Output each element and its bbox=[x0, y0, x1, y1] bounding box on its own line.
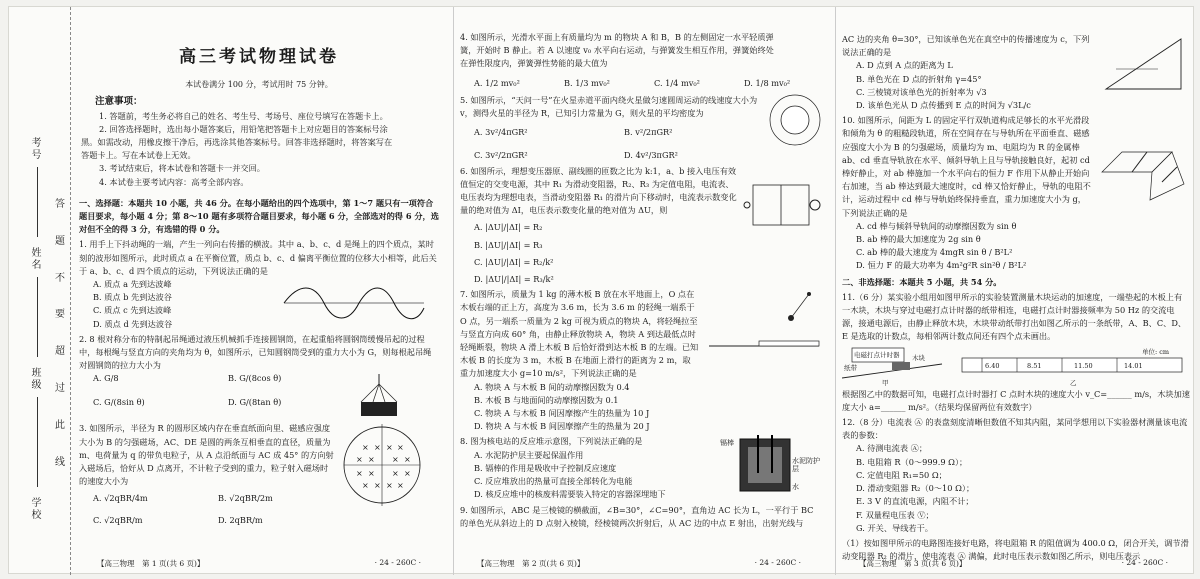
q2-option-c: C. G/(8sin θ) bbox=[93, 396, 145, 407]
q12-item: A. 待测电流表 Ⓐ； bbox=[856, 443, 928, 454]
note-item: 4. 本试卷主要考试内容：高考全部内容。 bbox=[99, 176, 249, 187]
binding-char: 题 bbox=[55, 236, 65, 247]
crane-figure bbox=[349, 372, 409, 418]
question-2: 2. 8 根对称分布的特制起吊绳通过液压机械抓手连接圆钢筒，在起重船将圆钢筒缓慢吊起的过程中，每根绳与竖直方向的夹角均为 θ，如图所示，已知圆钢筒受到的重力大小为 G，则每根起吊绳对圆钢筒的拉力大小为 bbox=[79, 333, 432, 371]
q2-option-b: B. G/(8cos θ) bbox=[228, 373, 282, 384]
q8-option-b: B. 镉棒的作用是吸收中子控制反应速度 bbox=[474, 462, 617, 473]
svg-text:×: × bbox=[392, 455, 399, 465]
q10-option-c: C. ab 棒的最大速度为 4mgR sin θ / B²L² bbox=[856, 247, 1013, 258]
question-10: 10. 如图所示，间距为 L 的固定平行双轨道构成足够长的水平光滑段和倾角为 θ 的粗糙段轨道，所在空间存在与导轨所在平面垂直、磁感应强度大小为 B 的匀强磁场，质量均为 m、电阻均为 R 的金属棒 ab、cd 垂直导轨放在水平、倾斜导轨上且与导轨接触良好，起初 cd 棒好静止，对 ab 棒施加一个水平向右的恒力 F 作用下从静止开始向右加速，当 ab 棒达到最大速度时，cd 棒又恰好静止，导轨的电阻不计，运动过程中 cd 棒与导轨始终保持垂直，重力加速度大小为 g，下列说法正确的是 bbox=[842, 115, 1091, 218]
q8-option-a: A. 水泥防护层主要起保温作用 bbox=[474, 449, 584, 460]
q6-option-c: C. |ΔU|/|ΔI| = R₂/k² bbox=[474, 256, 554, 267]
fig-label-water: 水 bbox=[792, 483, 799, 492]
tape-value: 14.01 bbox=[1124, 361, 1143, 370]
q12-item: G. 开关、导线若干。 bbox=[856, 522, 933, 533]
name-line bbox=[37, 277, 38, 357]
note-item: 2. 回答选择题时，选出每小题答案后，用铅笔把答题卡上对应题目的答案标号涂 bbox=[99, 123, 388, 134]
q1-option-d: D. 质点 d 先到达波谷 bbox=[93, 318, 173, 329]
q10-option-a: A. cd 棒与倾斜导轨间的动摩擦因数为 sin θ bbox=[856, 220, 1017, 231]
question-1: 1. 用手上下抖动绳的一端，产生一列向右传播的横波。其中 a、b、c、d 是绳上的四个质点，某时刻的波形如图所示，此时质点 a 在平衡位置，质点 b、c、d 偏离平衡位置的位移大小相等，此后关于 a、b、c、d 四个质点的运动，下列说法正确的是 bbox=[79, 239, 437, 276]
note-item: 3. 考试结束后，将本试卷和答题卡一并交回。 bbox=[99, 163, 265, 174]
q2-option-a: A. G/8 bbox=[93, 373, 119, 384]
q4-option-d: D. 1/8 mv₀² bbox=[744, 77, 791, 88]
svg-text:×: × bbox=[397, 443, 404, 453]
q1-option-b: B. 质点 b 先到达波谷 bbox=[93, 292, 172, 303]
binding-char: 不 bbox=[55, 273, 65, 284]
question-3: 3. 如图所示，半径为 R 的圆形区域内存在垂直纸面向里、磁感应强度大小为 B 的匀强磁场，AC、DE 是圆的两条互相垂直的直径，质量为 m、电荷量为 q 的带负电粒子，从 A 点沿纸面与 AC 成 45° 的方向射入磁场后，恰好从 D 点离开，不计粒子受到的重力，粒子射入磁场时的速度大小为 bbox=[79, 423, 334, 487]
fig-label-timer: 电磁打点计时器 bbox=[854, 350, 900, 359]
rails-figure bbox=[1092, 112, 1190, 208]
binding-char: 要 bbox=[55, 309, 65, 320]
q12-item: E. 3 V 的直流电源，内阻不计； bbox=[856, 496, 974, 507]
wave-figure bbox=[279, 278, 429, 328]
reactor-figure bbox=[720, 433, 820, 497]
q1-option-a: A. 质点 a 先到达波峰 bbox=[93, 279, 172, 290]
svg-text:×: × bbox=[386, 443, 393, 453]
fig-label-jia: 甲 bbox=[882, 378, 889, 387]
q3-option-d: D. 2qBR/m bbox=[218, 514, 263, 525]
question-4: 4. 如图所示，光滑水平面上有质量均为 m 的物块 A 和 B，B 的左侧固定一水平轻质弹簧，开始时 B 静止。若 A 以速度 v₀ 水平向右运动，与弹簧发生相互作用，弹簧始终处在弹性限度内，弹簧弹性势能的最大值为 bbox=[460, 32, 774, 69]
q6-option-b: B. |ΔU|/|ΔI| = R₃ bbox=[474, 239, 543, 250]
svg-text:×: × bbox=[404, 455, 411, 465]
svg-text:×: × bbox=[404, 469, 411, 479]
q4-option-c: C. 1/4 mv₀² bbox=[654, 77, 700, 88]
section-2-heading: 二、非选择题：本题共 5 小题，共 54 分。 bbox=[842, 276, 1002, 287]
note-item: 答题卡上。写在本试卷上无效。 bbox=[81, 150, 196, 161]
q9-option-c: C. 三棱镜对该单色光的折射率为 √3 bbox=[856, 86, 987, 97]
exam-subtitle: 本试卷满分 100 分，考试用时 75 分钟。 bbox=[185, 80, 333, 90]
q7-option-d: D. 物块 A 与木板 B 间因摩擦产生的热量为 20 J bbox=[474, 421, 650, 432]
fig-label-shield: 水泥防护层 bbox=[792, 457, 820, 474]
q9-option-a: A. D 点到 A 点的距离为 L bbox=[856, 60, 953, 71]
q5-option-d: D. 4v²/3πGR² bbox=[624, 150, 678, 161]
binding-char: 答 bbox=[55, 199, 65, 210]
svg-text:×: × bbox=[374, 443, 381, 453]
svg-text:×: × bbox=[386, 481, 393, 491]
q3-option-a: A. √2qBR/4m bbox=[93, 493, 148, 504]
svg-text:×: × bbox=[362, 443, 369, 453]
q5-option-b: B. v²/2πGR² bbox=[624, 127, 673, 138]
page-3-column bbox=[835, 7, 1190, 575]
mars-orbit-figure bbox=[767, 92, 823, 148]
svg-text:×: × bbox=[374, 481, 381, 491]
svg-text:×: × bbox=[368, 469, 375, 479]
footer-page-label: 【高三物理 第 2 页(共 6 页)】 bbox=[477, 559, 585, 568]
svg-text:×: × bbox=[356, 469, 363, 479]
section-1-heading: 一、选择题：本题共 10 小题，共 46 分。在每小题给出的四个选项中，第 1～7 题只有一项符合题目要求，每小题 4 分；第 8～10 题有多项符合题目要求，每小题 6 分，全部选对的得 6 分，选对但不全的得 3 分，有选错的得 0 分。 bbox=[79, 197, 439, 235]
svg-text:×: × bbox=[392, 469, 399, 479]
page-2-column bbox=[453, 7, 823, 575]
binding-char: 此 bbox=[55, 420, 65, 431]
binding-char: 超 bbox=[55, 346, 65, 357]
q3-option-b: B. √2qBR/2m bbox=[218, 493, 273, 504]
magnetic-field-figure bbox=[334, 420, 429, 510]
transformer-figure bbox=[739, 163, 823, 253]
q7-option-a: A. 物块 A 与木板 B 间的动摩擦因数为 0.4 bbox=[474, 381, 630, 392]
name-label: 姓名 bbox=[29, 247, 40, 271]
q12-item: B. 电阻箱 R（0～999.9 Ω）； bbox=[856, 456, 968, 467]
exam-number-line bbox=[37, 167, 38, 237]
q12-item: C. 定值电阻 R₁=50 Ω； bbox=[856, 469, 947, 480]
q9-option-b: B. 单色光在 D 点的折射角 γ=45° bbox=[856, 73, 982, 84]
q4-option-a: A. 1/2 mv₀² bbox=[474, 77, 520, 88]
q4-option-b: B. 1/3 mv₀² bbox=[564, 77, 610, 88]
tape-figure bbox=[842, 344, 1190, 386]
binding-char: 线 bbox=[55, 457, 65, 468]
footer-code: · 24 - 260C · bbox=[1121, 558, 1168, 567]
tape-unit: 单位: cm bbox=[1142, 347, 1170, 356]
q9-option-d: D. 该单色光从 D 点传播到 E 点的时间为 √3L/c bbox=[856, 100, 1031, 111]
tape-value: 11.50 bbox=[1074, 361, 1093, 370]
q5-option-c: C. 3v²/2πGR² bbox=[474, 150, 528, 161]
fig-label-rod: 镉棒 bbox=[720, 439, 734, 448]
q8-option-d: D. 核反应堆中的核废料需要装入特定的容器深埋地下 bbox=[474, 489, 666, 500]
q3-option-c: C. √2qBR/m bbox=[93, 514, 143, 525]
question-8: 8. 图为核电站的反应堆示意图，下列说法正确的是 bbox=[460, 436, 643, 447]
q1-option-c: C. 质点 c 先到达波峰 bbox=[93, 305, 172, 316]
svg-text:×: × bbox=[368, 455, 375, 465]
notes-heading: 注意事项： bbox=[95, 96, 143, 108]
exam-title: 高三考试物理试卷 bbox=[179, 47, 339, 67]
svg-text:×: × bbox=[356, 455, 363, 465]
note-item: 1. 答题前，考生务必将自己的姓名、考生号、考场号、座位号填写在答题卡上。 bbox=[99, 110, 388, 121]
page-3-footer bbox=[841, 558, 1186, 569]
school-label: 学校 bbox=[29, 497, 40, 521]
q12-item: F. 双量程电压表 Ⓥ； bbox=[856, 509, 934, 520]
page-1-footer bbox=[79, 558, 439, 569]
fig-label-tape: 纸带 bbox=[844, 363, 857, 372]
svg-text:×: × bbox=[362, 481, 369, 491]
footer-page-label: 【高三物理 第 3 页(共 6 页)】 bbox=[859, 559, 967, 568]
footer-page-label: 【高三物理 第 1 页(共 6 页)】 bbox=[97, 559, 205, 568]
binding-strip bbox=[9, 7, 71, 575]
q8-option-c: C. 反应堆放出的热量可直接全部转化为电能 bbox=[474, 476, 633, 487]
tape-value: 8.51 bbox=[1027, 361, 1042, 370]
question-11: 11.（6 分）某实验小组用如图甲所示的实验装置测量木块运动的加速度，一端垫起的木板上有一木块，木块与穿过电磁打点计时器的纸带相连，电磁打点计时器接频率为 50 Hz 的交流电源，接通电源后，由静止释放木块，木块带动纸带打出如图乙所示的一条纸带，A、B、C、D、E 是选取的计数点，每相邻两计数点间还有四个点未画出。 bbox=[842, 291, 1187, 342]
question-11-blanks: 根据图乙中的数据可知，电磁打点计时器打 C 点时木块的速度大小 v_C=______ m/s，木块加速度大小 a=______ m/s²。（结果均保留两位有效数字） bbox=[842, 388, 1190, 412]
prism-figure bbox=[1096, 31, 1190, 95]
tape-value: 6.40 bbox=[985, 361, 1000, 370]
exam-sheet bbox=[8, 6, 1194, 574]
question-6: 6. 如图所示，理想变压器原、副线圈的匝数之比为 k:1，a、b 接入电压有效值恒定的交变电源，其中 R₁ 为滑动变阻器，R₂、R₃ 为定值电阻，电流表、电压表均为理想电表，当滑动变阻器 R₁ 的滑片向下移动时，电流表示数变化量的绝对值为 ΔI，电压表示数变化量的绝对值为 ΔU，则 bbox=[460, 165, 737, 216]
q7-option-c: C. 物块 A 与木板 B 间因摩擦产生的热量为 10 J bbox=[474, 408, 650, 419]
question-12: 12.（8 分）电流表 Ⓐ 的表盘刻度清晰但数值不知其内阻，某同学想用以下实验器材测量该电流表的参数： bbox=[842, 417, 1188, 441]
question-9-continued: AC 边的夹角 θ=30°，已知该单色光在真空中的传播速度为 c，下列说法正确的是 bbox=[842, 34, 1090, 58]
binding-char: 过 bbox=[55, 383, 65, 394]
class-line bbox=[37, 397, 38, 487]
footer-code: · 24 - 260C · bbox=[374, 558, 421, 567]
question-7: 7. 如图所示，质量为 1 kg 的薄木板 B 放在水平地面上，O 点在木板右端的正上方，高度为 3.6 m，长为 3.6 m 的轻绳一端系于 O 点，另一端系一质量为 2 kg 可视为质点的物块 A，将轻绳拉至与竖直方向成 60° 角，由静止释放物块 A，物块 A 到达最低点时轻绳断裂，物块 A 滑上木板 B 后恰好滑到达木板 B 的左端。已知木板 B 的长度为 3 m，木板 B 在地面上滑行的距离为 2 m，取重力加速度大小 g=10 m/s²，下列说法正确的是 bbox=[460, 289, 699, 379]
q6-option-a: A. |ΔU|/|ΔI| = R₂ bbox=[474, 222, 543, 233]
q7-option-b: B. 木板 B 与地面间的动摩擦因数为 0.1 bbox=[474, 394, 619, 405]
fig-label-block: 木块 bbox=[912, 353, 925, 362]
fig-label-yi: 乙 bbox=[1070, 378, 1077, 387]
q6-option-d: D. |ΔU|/|ΔI| = R₃/k² bbox=[474, 274, 554, 285]
footer-code: · 24 - 260C · bbox=[754, 558, 801, 567]
q10-option-d: D. 恒力 F 的最大功率为 4m²g²R sin²θ / B²L² bbox=[856, 260, 1027, 271]
question-12-part-1: （1）按如图甲所示的电路图连接好电路，将电阻箱 R 的阻值调为 400.0 Ω，闭合开关，调节滑动变阻器 R₂ 的滑片，使电流表 Ⓐ 满偏，此时电压表示数如图乙所示，则电压表示 bbox=[842, 537, 1189, 562]
page-2-footer bbox=[459, 558, 819, 569]
question-5: 5. 如图所示，“天问一号”在火星赤道平面内绕火星做匀速圆周运动的线速度大小为 v，测得火星的半径为 R，已知引力常量为 G，则火星的平均密度为 bbox=[460, 94, 758, 119]
question-9: 9. 如图所示，ABC 是三棱镜的横截面，∠B=30°，∠C=90°，直角边 AC 长为 L，一平行于 BC 的单色光从斜边上的 D 点射入棱镜，经棱镜两次折射后，从 AC 边的中点 E 射出，出射光线与 bbox=[460, 504, 814, 528]
q2-option-d: D. G/(8tan θ) bbox=[228, 396, 282, 407]
q10-option-b: B. ab 棒的最大加速度为 2g sin θ bbox=[856, 234, 981, 245]
q5-option-a: A. 3v²/4πGR² bbox=[474, 127, 528, 138]
class-label: 班级 bbox=[29, 367, 40, 391]
pendulum-board-figure bbox=[699, 286, 823, 356]
svg-text:×: × bbox=[397, 481, 404, 491]
page-1-column bbox=[79, 7, 439, 575]
note-item: 黑。如需改动，用橡皮擦干净后，再选涂其他答案标号。回答非选择题时，将答案写在 bbox=[81, 137, 393, 148]
q12-item: D. 滑动变阻器 R₂（0～10 Ω）； bbox=[856, 483, 975, 494]
exam-number-label: 考号 bbox=[29, 137, 40, 161]
